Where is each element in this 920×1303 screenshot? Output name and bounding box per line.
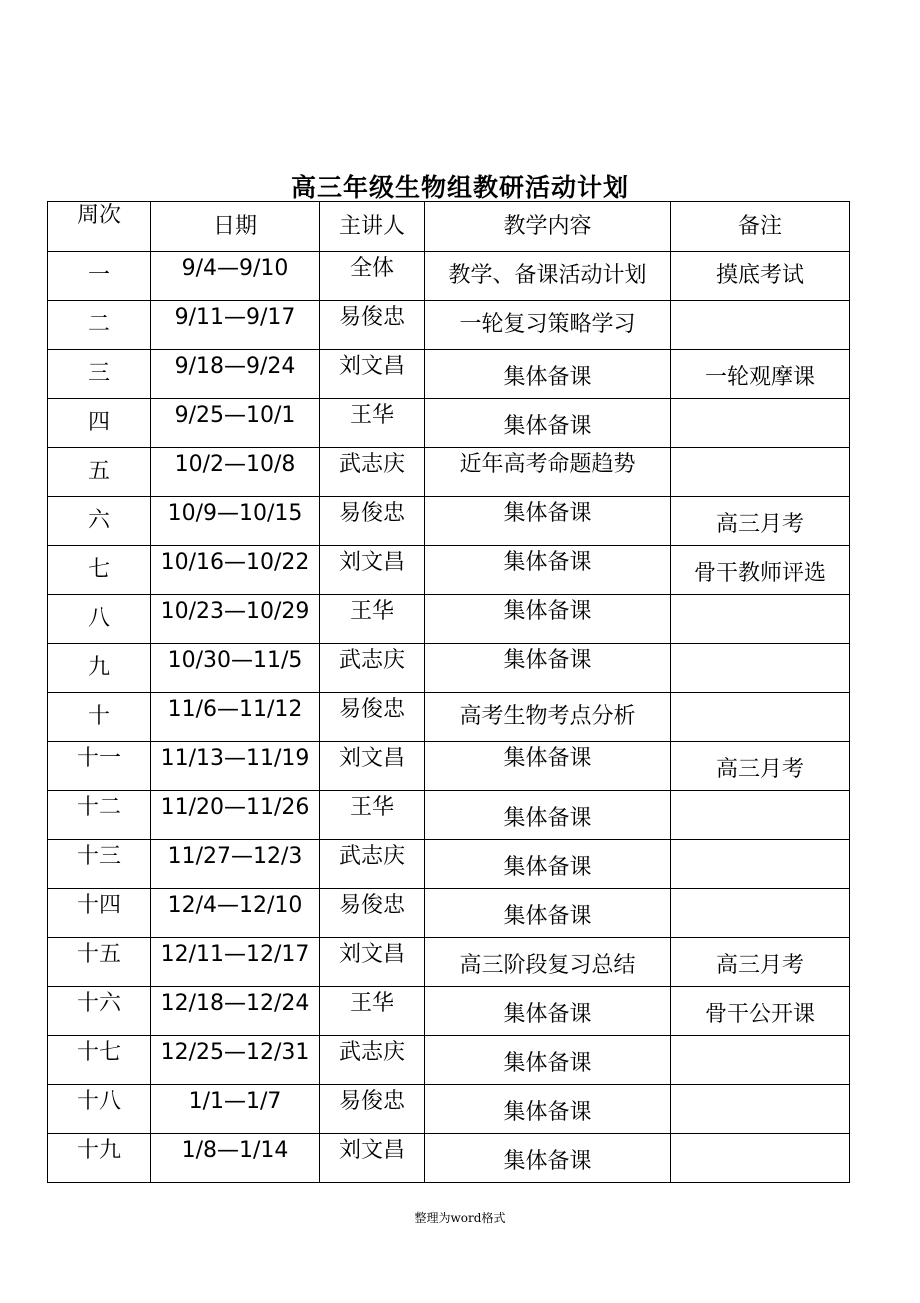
cell-week: 十三 — [48, 840, 151, 889]
cell-week: 一 — [48, 252, 151, 301]
cell-content: 集体备课 — [425, 399, 671, 448]
cell-content: 集体备课 — [425, 1036, 671, 1085]
table-row — [48, 399, 850, 448]
cell-date: 1/1—1/7 — [151, 1085, 320, 1134]
cell-remark — [671, 693, 850, 742]
table-row — [48, 1036, 850, 1085]
cell-date: 1/8—1/14 — [151, 1134, 320, 1183]
cell-date: 10/16—10/22 — [151, 546, 320, 595]
cell-remark: 骨干教师评选 — [671, 546, 850, 595]
cell-week: 十六 — [48, 987, 151, 1036]
cell-speaker: 刘文昌 — [320, 742, 425, 791]
cell-speaker: 刘文昌 — [320, 1134, 425, 1183]
cell-remark: 高三月考 — [671, 497, 850, 546]
plan-table — [47, 201, 850, 1183]
cell-remark: 骨干公开课 — [671, 987, 850, 1036]
cell-remark — [671, 840, 850, 889]
table-row — [48, 497, 850, 546]
cell-speaker: 全体 — [320, 252, 425, 301]
cell-remark — [671, 644, 850, 693]
cell-week: 十九 — [48, 1134, 151, 1183]
cell-date: 11/6—11/12 — [151, 693, 320, 742]
table-row — [48, 252, 850, 301]
cell-date: 10/2—10/8 — [151, 448, 320, 497]
cell-week: 九 — [48, 644, 151, 693]
cell-remark: 高三月考 — [671, 742, 850, 791]
cell-week: 十七 — [48, 1036, 151, 1085]
cell-speaker: 刘文昌 — [320, 546, 425, 595]
cell-speaker: 易俊忠 — [320, 497, 425, 546]
cell-content: 集体备课 — [425, 497, 671, 546]
header-remark: 备注 — [671, 202, 850, 252]
cell-date: 12/11—12/17 — [151, 938, 320, 987]
table-row — [48, 595, 850, 644]
cell-remark: 高三月考 — [671, 938, 850, 987]
header-week: 周次 — [48, 202, 151, 252]
cell-date: 10/23—10/29 — [151, 595, 320, 644]
cell-content: 集体备课 — [425, 595, 671, 644]
cell-content: 集体备课 — [425, 1134, 671, 1183]
table-row — [48, 448, 850, 497]
cell-remark — [671, 1036, 850, 1085]
cell-remark — [671, 595, 850, 644]
cell-remark — [671, 889, 850, 938]
cell-date: 11/27—12/3 — [151, 840, 320, 889]
cell-speaker: 易俊忠 — [320, 1085, 425, 1134]
cell-speaker: 刘文昌 — [320, 938, 425, 987]
cell-date: 10/30—11/5 — [151, 644, 320, 693]
cell-speaker: 易俊忠 — [320, 889, 425, 938]
cell-speaker: 武志庆 — [320, 448, 425, 497]
cell-content: 近年高考命题趋势 — [425, 448, 671, 497]
cell-week: 五 — [48, 448, 151, 497]
cell-remark: 摸底考试 — [671, 252, 850, 301]
table-row — [48, 987, 850, 1036]
cell-date: 9/4—9/10 — [151, 252, 320, 301]
cell-content: 集体备课 — [425, 742, 671, 791]
cell-speaker: 易俊忠 — [320, 301, 425, 350]
cell-content: 集体备课 — [425, 840, 671, 889]
cell-remark — [671, 1134, 850, 1183]
table-row — [48, 791, 850, 840]
table-row — [48, 840, 850, 889]
cell-date: 12/4—12/10 — [151, 889, 320, 938]
cell-week: 十四 — [48, 889, 151, 938]
cell-content: 一轮复习策略学习 — [425, 301, 671, 350]
cell-speaker: 武志庆 — [320, 644, 425, 693]
cell-speaker: 王华 — [320, 399, 425, 448]
table-row — [48, 301, 850, 350]
cell-week: 十二 — [48, 791, 151, 840]
cell-remark — [671, 791, 850, 840]
cell-content: 集体备课 — [425, 644, 671, 693]
cell-date: 10/9—10/15 — [151, 497, 320, 546]
cell-speaker: 王华 — [320, 987, 425, 1036]
cell-remark — [671, 448, 850, 497]
cell-week: 四 — [48, 399, 151, 448]
cell-speaker: 刘文昌 — [320, 350, 425, 399]
cell-content: 高考生物考点分析 — [425, 693, 671, 742]
cell-content: 集体备课 — [425, 987, 671, 1036]
header-row — [48, 202, 850, 252]
cell-date: 9/18—9/24 — [151, 350, 320, 399]
cell-remark — [671, 301, 850, 350]
cell-week: 六 — [48, 497, 151, 546]
cell-speaker: 武志庆 — [320, 1036, 425, 1085]
table-row — [48, 644, 850, 693]
header-speaker: 主讲人 — [320, 202, 425, 252]
header-content: 教学内容 — [425, 202, 671, 252]
table-row — [48, 1134, 850, 1183]
cell-content: 高三阶段复习总结 — [425, 938, 671, 987]
table-row — [48, 693, 850, 742]
cell-content: 集体备课 — [425, 791, 671, 840]
table-row — [48, 742, 850, 791]
cell-week: 八 — [48, 595, 151, 644]
cell-date: 9/25—10/1 — [151, 399, 320, 448]
cell-week: 十八 — [48, 1085, 151, 1134]
cell-week: 三 — [48, 350, 151, 399]
cell-speaker: 王华 — [320, 791, 425, 840]
cell-date: 12/25—12/31 — [151, 1036, 320, 1085]
cell-date: 9/11—9/17 — [151, 301, 320, 350]
page-title: 高三年级生物组教研活动计划 — [290, 173, 629, 202]
cell-week: 十五 — [48, 938, 151, 987]
table-row — [48, 1085, 850, 1134]
cell-date: 11/13—11/19 — [151, 742, 320, 791]
cell-speaker: 易俊忠 — [320, 693, 425, 742]
cell-content: 集体备课 — [425, 889, 671, 938]
cell-date: 11/20—11/26 — [151, 791, 320, 840]
table-row — [48, 938, 850, 987]
footer-note: 整理为word格式 — [414, 1211, 506, 1225]
header-date: 日期 — [151, 202, 320, 252]
table-row — [48, 889, 850, 938]
cell-week: 七 — [48, 546, 151, 595]
cell-remark — [671, 1085, 850, 1134]
cell-date: 12/18—12/24 — [151, 987, 320, 1036]
cell-content: 教学、备课活动计划 — [425, 252, 671, 301]
cell-speaker: 武志庆 — [320, 840, 425, 889]
cell-content: 集体备课 — [425, 546, 671, 595]
cell-remark — [671, 399, 850, 448]
cell-content: 集体备课 — [425, 350, 671, 399]
table-row — [48, 546, 850, 595]
cell-week: 十一 — [48, 742, 151, 791]
cell-content: 集体备课 — [425, 1085, 671, 1134]
cell-speaker: 王华 — [320, 595, 425, 644]
table-row — [48, 350, 850, 399]
cell-week: 二 — [48, 301, 151, 350]
cell-week: 十 — [48, 693, 151, 742]
cell-remark: 一轮观摩课 — [671, 350, 850, 399]
